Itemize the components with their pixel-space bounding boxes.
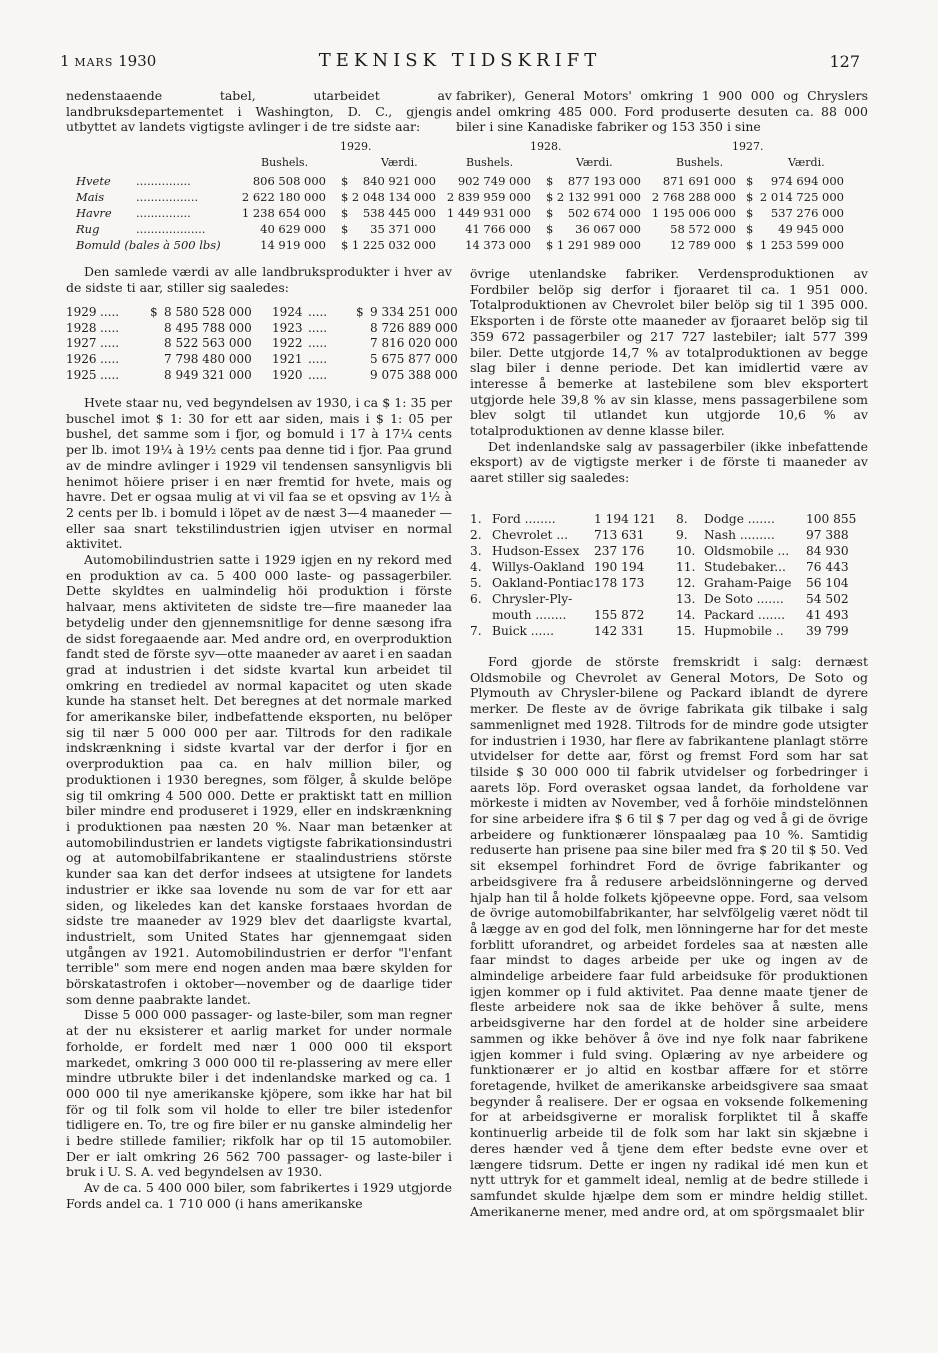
value-row [66,368,456,384]
rank: 7. [470,624,482,638]
crop-value: 902 749 000 [457,174,531,188]
rank: 3. [470,544,482,558]
make: Ford ........ [492,512,556,526]
sales-value: 142 331 [594,624,645,638]
value-cell: 8 580 528 000 [164,305,252,319]
value-cell: 7 816 020 000 [370,336,458,351]
make: Nash ......... [704,528,775,542]
crop-value: 537 276 000 [770,206,844,220]
sales-value: 178 173 [594,576,645,590]
leader-dots: ............... [136,174,191,188]
leader-dots: ..... [100,320,120,335]
crop-name: Havre [76,206,112,220]
dollar-sign: $ [746,174,754,188]
dollar-sign: $ [546,222,554,236]
crop-name: Hvete [76,174,111,188]
sales-value: 76 443 [806,560,849,574]
crop-row [66,174,866,190]
year-cell: 1923 [272,320,303,335]
crop-value: 2 839 959 000 [446,190,531,204]
leader-dots: ..... [308,320,328,335]
paragraph: Av de ca. 5 400 000 biler, som fabrikertes i 1929 utgjorde Fords andel ca. 1 710 000 (i hans amerikanske [66,1180,452,1211]
dollar-sign: $ [341,238,349,252]
value-table [66,305,456,383]
crop-value: 2 768 288 000 [651,190,736,204]
crop-value: 502 674 000 [567,206,641,220]
value-cell: 8 495 788 000 [164,320,252,335]
crop-name: Mais [76,190,105,204]
column-header: Værdi. [576,156,613,169]
leader-dots: ..... [100,367,120,382]
sales-row [470,544,868,560]
year-cell: 1928 [66,320,97,335]
crop-value: 1 449 931 000 [446,206,531,220]
make: Chrysler-Ply- [492,592,573,606]
year-cell: 1926 [66,352,97,367]
car-sales-table [470,512,868,640]
leader-dots: ..... [100,336,120,351]
value-intro: Den samlede værdi av alle landbruksprodukter i hver av de sidste ti aar, stiller sig saaledes: [66,264,452,295]
crop-value: 538 445 000 [362,206,436,220]
right-body-lower [470,654,868,1219]
left-body [66,395,452,1212]
rank: 6. [470,592,482,606]
year-header: 1927. [732,140,764,153]
intro-left: nedenstaaende tabel, utarbeidet av landbruksdepartementet i Washington, D. C., gjengis utbyttet av landets vigtigste avlinger i de tre sidste aar: [66,88,452,135]
value-cell: 7 798 480 000 [164,352,252,367]
crop-value: 40 629 000 [260,222,326,236]
column-header: Værdi. [381,156,418,169]
sales-value: 97 388 [806,528,849,542]
make: Hupmobile .. [704,624,784,638]
leader-dots: ................... [136,222,206,236]
make: Graham-Paige [704,576,792,590]
make: De Soto ....... [704,592,784,606]
rank: 12. [676,576,696,590]
crop-value: 2 014 725 000 [759,190,844,204]
crop-value: 1 225 032 000 [351,238,436,252]
rank: 2. [470,528,482,542]
crop-value: 871 691 000 [662,174,736,188]
sales-value: 237 176 [594,544,645,558]
leader-dots: ..... [100,352,120,367]
sales-row [470,560,868,576]
crop-value: 14 373 000 [465,238,531,252]
crop-value: 2 132 991 000 [556,190,641,204]
column-header: Bushels. [676,156,724,169]
make: Hudson-Essex [492,544,580,558]
crop-value: 49 945 000 [778,222,844,236]
intro-right: fabriker), General Motors' omkring 1 900 000 og Chryslers andel omkring 485 000. Ford produserte desuten ca. 88 000 biler i sine Kanadiske fabriker og 153 350 i sine [456,88,868,135]
dollar-sign: $ [746,238,754,252]
rank: 11. [676,560,696,574]
paragraph: Disse 5 000 000 passager- og laste-biler, som man regner at der nu eksisterer et aarlig market for under normale forholde, er fordelt med nær 1 000 000 til eksport markedet, omkring 3 000 000 til re-plassering av mere eller mindre utbrukte biler i det indenlandske marked og ca. 1 000 000 til nye amerikanske kjöpere, som ikke har hat bil för og til folk som vil holde to eller tre biler istedenfor tidligere en. To, tre og fire biler er nu ganske almindelig her i bedre stillede familier; rikfolk har op til 15 automobiler. Der er ialt omkring 26 562 700 passager- og laste-biler i bruk i U. S. A. ved begyndelsen av 1930. [66,1007,452,1180]
value-cell: 9 075 388 000 [370,367,458,382]
rank: 9. [676,528,688,542]
sales-value: 54 502 [806,592,849,606]
column-header: Bushels. [466,156,514,169]
dollar-sign: $ [546,238,554,252]
paragraph: Hvete staar nu, ved begyndelsen av 1930, i ca $ 1: 35 per buschel imot $ 1: 30 for ett aar siden, mais i $ 1: 05 per bushel, det samme som i fjor, og bomuld i 17 à 17¼ cents per lb. imot 19¼ à 19½ cents paa denne tid i fjor. Paa grund av de mindre avlinger i 1929 vil tendensen sansynligvis bli henimot höiere priser i en nær fremtid for hvete, mais og havre. Det er ogsaa mulig at vi vil faa se et opsving av 1½ à 2 cents per lb. i bomuld i löpet av de næst 3—4 maaneder — eller saa snart tekstilindustrien igjen utviser en normal aktivitet. [66,395,452,552]
paragraph: Automobilindustrien satte i 1929 igjen en ny rekord med en produktion av ca. 5 400 000 laste- og passagerbiler. Dette skyldtes en ualmindelig höi produktion i förste halvaar, mens aktiviteten de sidste tre—fire maaneder laa betydelig under den gjennemsnitlige for denne sæsong ifra de sidst foregaaende aar. Med andre ord, en overproduktion fandt sted de förste syv—otte maaneder av aaret i en saadan grad at industrien i det sidste kvartal kun arbeidet til omkring en trediedel av normal kapacitet og uten skade kunde ha stanset helt. Det beregnes at det normale marked for amerikanske biler, indbefattende eksporten, nu belöper sig til nær 5 000 000 per aar. Tiltrods for den radikale indskrænkning i sidste kvartal var der derfor i fjor en overproduktion paa ca. en halv million biler, og produktionen i 1930 beregnes, som fölger, å skulde belöpe sig til omkring 4 500 000. Dette er praktiskt tatt en million biler mindre end produseret i 1929, eller en indskrænkning i produktionen paa næsten 20 %. Naar man betænker at automobilindustrien er landets vigtigste fabrikationsindustri og at automobilfabrikantene er staalindustriens störste kunder saa kan det derfor indsees at utsigtene for landets industrier er ikke saa lovende nu som de var for ett aar siden, og likeledes kan det kanske forstaaes hvordan de sidste tre maaneder av 1929 blev det daarligste kvartal, industrielt, som United States har gjennemgaat siden utgången av 1921. Automobilindustrien er derfor "l'enfant terrible" som mere end nogen anden maa bære skylden for börskatastrofen i oktober—november og de daarlige tider som denne paabrakte landet. [66,552,452,1007]
crop-value: 1 253 599 000 [759,238,844,252]
value-cell: 8 726 889 000 [370,320,458,335]
make: Oldsmobile ... [704,544,790,558]
header-date: 1 MARS 1930 [60,52,157,70]
make: Studebaker... [704,560,786,574]
leader-dots: ............... [136,206,191,220]
crop-name: Rug [76,222,100,236]
rank: 8. [676,512,688,526]
sales-value: 39 799 [806,624,849,638]
paragraph: Ford gjorde de störste fremskridt i salg: dernæst Oldsmobile og Chevrolet av General Motors, De Soto og Plymouth av Chrysler-bilene og Packard iblandt de dyrere merker. De fleste av de övrige fabrikata gik tilbake i salg sammenlignet med 1928. Tiltrods for de mindre gode utsigter for industrien i 1930, har flere av fabrikantene planlagt större utvidelser for dette aar, först og fremst Ford som har sat tilside $ 30 000 000 til fabrik utvidelser og forbedringer i aarets löp. Ford overasket ogsaa landet, da forholdene var mörkeste i midten av November, ved å forhöie mindstelönnen for sine arbeidere ifra $ 6 til $ 7 per dag og ved å gi de övrige arbeidere og funktionærer lönspaalæg paa 10 %. Samtidig reduserte han prisene paa sine biler med fra $ 20 til $ 50. Ved sit eksempel forhindret Ford de övrige fabrikanter og arbeidsgivere fra å redusere arbeidslönningerne og derved hjalp han til å holde folkets kjöpeevne oppe. Ford, saa velsom de övrige automobilfabrikanter, har selvfölgelig været nödt til å lægge av en god del folk, men lönningerne har for det meste forblitt uforandret, og arbeidet fordeles saa at næsten alle faar mindst to dages arbeide per uke og ingen av de almindelige arbeidere faar fuld arbeidsuke för produktionen igjen kommer op i fuld aktivitet. Paa denne maate tjener de fleste arbeidere nok saa de ikke behöver å sulte, mens arbeidsgiverne har den fordel at de holder sine arbeidere sammen og ikke behöver å öve ind nye folk naar fabrikene igjen kommer i fuld sving. Oplæring av nye arbeidere og funktionærer er jo altid en kostbar affære for et större foretagende, hvilket de amerikanske arbeidsgivere saa smaat begynder å realisere. Der er ogsaa en voksende folkemening for at arbeidsgiverne er moralisk forpliktet til å skaffe kontinuerlig arbeide til de folk som har lakt sin skjæbne i deres hænder ved å tjene dem efter bedste evne over et længere tidsrum. Dette er ingen ny radikal idé men kun et nytt uttryk for et gammelt ideal, nemlig at de bedre stillede i samfundet skulde hjælpe dem som er mindre heldig stillet. Amerikanerne mener, med andre ord, at om spörgsmaalet blir [470,654,868,1219]
crop-value: 1 238 654 000 [241,206,326,220]
dollar-sign: $ [341,190,349,204]
crop-value: 877 193 000 [567,174,641,188]
make: Willys-Oakland [492,560,585,574]
crop-value: 1 195 006 000 [651,206,736,220]
year-cell: 1921 [272,352,303,367]
crop-row [66,190,866,206]
sales-value: 190 194 [594,560,645,574]
column-header: Værdi. [788,156,825,169]
sales-value: 56 104 [806,576,849,590]
dollar-sign: $ [341,206,349,220]
paragraph: Det indenlandske salg av passagerbiler (ikke inbefattende eksport) av de vigtigste merker i de förste ti maaneder av aaret stiller sig saaledes: [470,438,868,486]
crop-row [66,206,866,222]
dollar-sign: $ [341,174,349,188]
sales-row [470,608,868,624]
sales-row [470,624,868,640]
value-cell: 8 522 563 000 [164,336,252,351]
leader-dots: ..... [308,305,328,319]
rank: 5. [470,576,482,590]
sales-row [470,528,868,544]
crop-value: 2 048 134 000 [351,190,436,204]
leader-dots: ..... [308,336,328,351]
value-cell: 5 675 877 000 [370,352,458,367]
leader-dots: ................. [136,190,199,204]
value-cell: 9 334 251 000 [370,305,458,319]
crop-value: 2 622 180 000 [241,190,326,204]
crop-row [66,222,866,238]
make: Chevrolet ... [492,528,568,542]
value-row [66,336,456,352]
sales-value: 155 872 [594,608,645,622]
year-cell: 1924 [272,305,303,319]
leader-dots: ..... [308,367,328,382]
dollar-sign: $ [746,206,754,220]
dollar-sign: $ [746,222,754,236]
year-cell: 1922 [272,336,303,351]
year-cell: 1925 [66,367,97,382]
crop-value: 41 766 000 [465,222,531,236]
value-row [66,305,456,321]
sales-value: 1 194 121 [594,512,657,526]
sales-row [470,512,868,528]
year-header: 1929. [340,140,372,153]
sales-row [470,592,868,608]
dollar-sign: $ [546,190,554,204]
column-header: Bushels. [261,156,309,169]
value-row [66,321,456,337]
value-cell: 8 949 321 000 [164,367,252,382]
crop-value: 974 694 000 [770,174,844,188]
crop-value: 36 067 000 [575,222,641,236]
make: Packard ....... [704,608,786,622]
dollar-sign: $ [341,222,349,236]
leader-dots: ..... [308,352,328,367]
leader-dots: ..... [100,305,120,319]
make: Oakland-Pontiac [492,576,594,590]
crop-value: 14 919 000 [260,238,326,252]
paragraph: övrige utenlandske fabriker. Verdensproduktionen av Fordbiler belöp sig derfor i fjoraaret til ca. 1 951 000. Totalproduktionen av Chevrolet biler belöp sig til 1 395 000. Eksporten i de förste otte maaneder av fjoraaret belöp sig til 359 672 passagerbiler og 217 727 lastebiler; ialt 577 399 biler. Dette utgjorde 14,7 % av totalproduktionen av begge slag biler i denne periode. Det kan imidlertid være av interesse å bemerke at lastebilene som blev eksportert utgjorde hele 39,8 % av sin klasse, mens passagerbilene som blev solgt til utlandet kun utgjorde 10,6 % av totalproduktionen av denne klasse biler. [470,266,868,439]
crop-value: 12 789 000 [670,238,736,252]
rank: 14. [676,608,696,622]
sales-value: 41 493 [806,608,849,622]
year-cell: 1929 [66,305,97,319]
make: Buick ...... [492,624,555,638]
crop-value: 58 572 000 [670,222,736,236]
crop-row [66,238,866,254]
dollar-sign: $ [150,305,158,319]
sales-value: 84 930 [806,544,849,558]
rank: 10. [676,544,696,558]
rank: 1. [470,512,482,526]
journal-title: TEKNISK TIDSKRIFT [318,50,602,71]
rank: 15. [676,624,696,638]
value-row [66,352,456,368]
crop-value: 806 508 000 [252,174,326,188]
rank: 4. [470,560,482,574]
sales-value: 100 855 [806,512,857,526]
dollar-sign: $ [746,190,754,204]
dollar-sign: $ [546,174,554,188]
page-number: 127 [829,52,860,71]
dollar-sign: $ [356,305,364,319]
right-body [470,266,868,486]
sales-row [470,576,868,592]
dollar-sign: $ [546,206,554,220]
sales-value: 713 631 [594,528,645,542]
year-cell: 1920 [272,367,303,382]
crop-value: 35 371 000 [370,222,436,236]
crop-value: 1 291 989 000 [556,238,641,252]
make: Dodge ....... [704,512,775,526]
crop-table [66,140,866,250]
rank: 13. [676,592,696,606]
year-cell: 1927 [66,336,97,351]
year-header: 1928. [530,140,562,153]
crop-name: Bomuld (bales à 500 lbs) [76,238,221,252]
make: mouth ........ [492,608,567,622]
crop-value: 840 921 000 [362,174,436,188]
page-header [60,50,860,74]
